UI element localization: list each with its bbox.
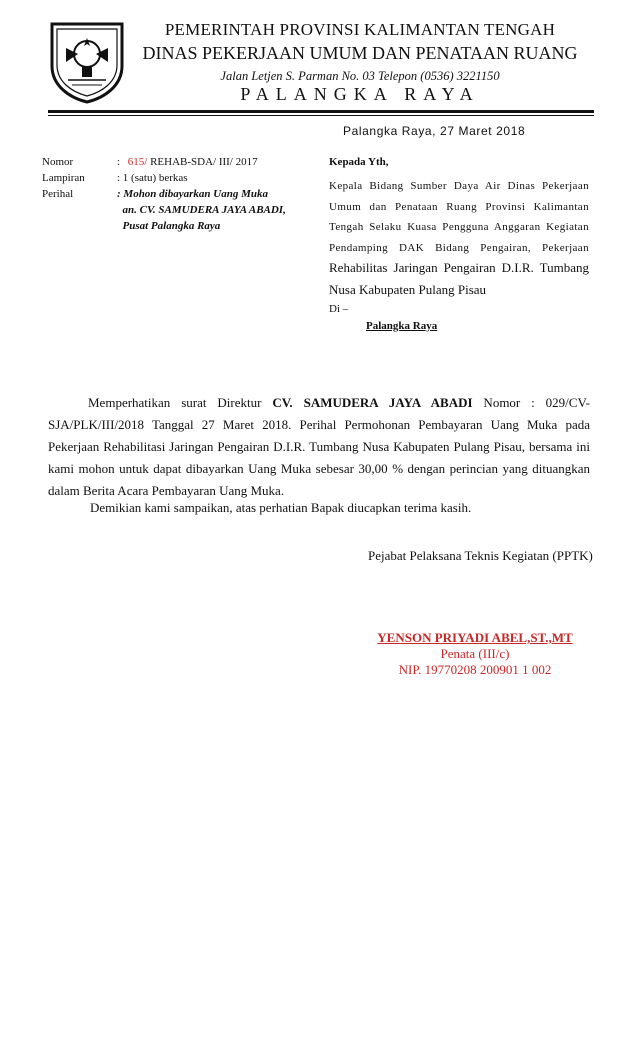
letterhead-city: PALANGKA RAYA bbox=[240, 84, 480, 104]
signer-title: Pejabat Pelaksana Teknis Kegiatan (PPTK) bbox=[368, 548, 593, 563]
signer-rank: Penata (III/c) bbox=[440, 646, 510, 661]
body-p1-rest: Nomor : 029/CV-SJA/PLK/III/2018 Tanggal 27 Maret 2018. Perihal Permohonan Pembayaran Uang Muka pada Pekerjaan Rehabilitasi Jaringan Pengairan D.I.R. Tumbang Nusa Kabupaten Pulang Pisau, bersama ini kami mohon untuk dapat dibayarkan Uang Muka sebesar 30,00 % dengan perincian yang dituangkan dalam Berita Acara Pembayaran Uang Muka. bbox=[48, 395, 590, 498]
letterhead-divider-thin bbox=[48, 115, 594, 116]
meta-perihal-line2: an. CV. SAMUDERA JAYA ABADI, bbox=[122, 204, 286, 216]
meta-lampiran-label: Lampiran bbox=[42, 172, 85, 184]
letterhead-agency: DINAS PEKERJAAN UMUM DAN PENATAAN RUANG bbox=[142, 43, 578, 63]
addressee-block bbox=[329, 156, 589, 315]
meta-nomor-code: REHAB-SDA/ III/ 2017 bbox=[147, 156, 258, 168]
provincial-emblem-icon bbox=[44, 18, 130, 104]
meta-perihal bbox=[42, 186, 286, 234]
meta-lampiran bbox=[42, 170, 286, 186]
letterhead-address: Jalan Letjen S. Parman No. 03 Telepon (0536) 3221150 bbox=[220, 69, 500, 83]
meta-perihal-label: Perihal bbox=[42, 188, 74, 200]
body-p1-company: CV. SAMUDERA JAYA ABADI bbox=[272, 395, 473, 410]
meta-perihal-line3: Pusat Palangka Raya bbox=[122, 220, 221, 232]
meta-lampiran-value: : 1 (satu) berkas bbox=[117, 172, 188, 184]
meta-nomor-number: 615/ bbox=[127, 156, 148, 168]
meta-perihal-line1: : Mohon dibayarkan Uang Muka bbox=[117, 188, 268, 200]
meta-nomor-sep: : bbox=[117, 156, 121, 168]
body-p1-intro: Memperhatikan surat Direktur bbox=[88, 395, 273, 410]
letter-date: Palangka Raya, 27 Maret 2018 bbox=[343, 124, 526, 138]
addressee-body bbox=[329, 176, 589, 301]
addressee-body-small: Kepala Bidang Sumber Daya Air Dinas Pekerjaan Umum dan Penataan Ruang Provinsi Kalimantan Tengah Selaku Kuasa Pengguna Anggaran Kegiatan Pendamping DAK Bidang Pengairan, Pekerjaan bbox=[329, 180, 589, 254]
letter-meta bbox=[42, 154, 286, 234]
addressee-heading: Kepada Yth, bbox=[329, 156, 389, 168]
letterhead-divider-thick bbox=[48, 110, 594, 113]
meta-nomor bbox=[42, 154, 286, 170]
meta-perihal-value bbox=[117, 186, 286, 234]
body-paragraph bbox=[48, 392, 590, 502]
meta-nomor-label: Nomor bbox=[42, 156, 74, 168]
addressee-body-large: Rehabilitas Jaringan Pengairan D.I.R. Tumbang Nusa Kabupaten Pulang Pisau bbox=[329, 260, 589, 297]
closing-sentence: Demikian kami sampaikan, atas perhatian Bapak diucapkan terima kasih. bbox=[90, 500, 472, 515]
addressee-city: Palangka Raya bbox=[366, 320, 438, 332]
letterhead-government: PEMERINTAH PROVINSI KALIMANTAN TENGAH bbox=[164, 20, 556, 39]
addressee-di: Di – bbox=[329, 303, 349, 315]
meta-nomor-value bbox=[125, 154, 258, 170]
signature-block bbox=[330, 630, 620, 678]
signer-nip: NIP. 19770208 200901 1 002 bbox=[398, 662, 552, 677]
signer-name: YENSON PRIYADI ABEL,ST.,MT bbox=[377, 630, 573, 645]
